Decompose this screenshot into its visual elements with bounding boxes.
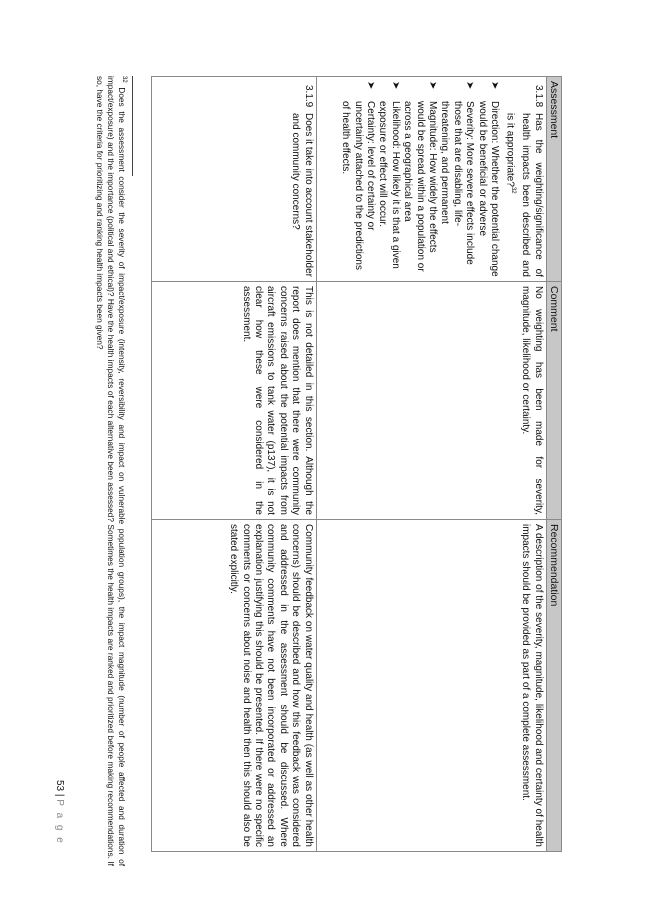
question-number: 3.1.8 [532, 85, 544, 108]
arrow-bullet-icon: ➤ [427, 81, 439, 90]
list-item: ➤ Severity: More severe effects include those that are disabling, life-threatening, and permanent [439, 81, 476, 265]
page-separator: | [54, 793, 65, 797]
list-item: ➤ Likelihood: How likely it is that a given exposure or effect will occur. [377, 81, 401, 269]
recommendation-cell: A description of the severity, magnitude, likelihood and certainty of health impacts should be provided as part of a complete assessment. [316, 520, 546, 852]
header-comment: Comment [546, 282, 561, 520]
comment-cell: No weighting has been made for severity, magnitude, likelihood or certainty. [316, 282, 546, 520]
header-assessment: Assessment [546, 77, 561, 282]
footnote-ref: 32 [509, 186, 516, 194]
question-text: Does it take into account stakeholder and community concerns? [290, 113, 314, 277]
arrow-bullet-icon: ➤ [464, 81, 476, 90]
list-item: ➤ Magnitude: How widely the effects would be spread within a population or across a geographical area [402, 81, 439, 272]
arrow-bullet-icon: ➤ [364, 81, 376, 90]
footnote-divider [132, 76, 133, 176]
assessment-cell [151, 77, 316, 282]
question-number: 3.1.9 [302, 85, 314, 108]
recommendation-cell: Community feedback on water quality and health (as well as other health concerns) should be described and how this feedback was considered and addressed in the assessment should be discussed. Where community comments have not been incorporated or addressed an explanation justifying this should be presented. If there were no specific comments or concerns about noise and health then this should also be stated explicitly. [151, 520, 316, 852]
assessment-table [151, 76, 562, 852]
page-label: P a g e [54, 799, 65, 845]
list-item: ➤ Direction: Whether the potential change would be beneficial or adverse [476, 81, 501, 277]
assessment-cell [316, 77, 546, 282]
comment-cell: This is not detailed in this section. Although the report does mention that there were community concerns raised about the potential impacts from aircraft emissions to tank water (p137), it is not clear how these were considered in the assessment. [151, 282, 316, 520]
list-item: ➤ Certainty: level of certainty or uncertainty attached to the predictions of health effects. [340, 81, 376, 270]
question-text: Has the weighting/significance of health impacts been described and is it appropriate?$^{32}$ [504, 113, 544, 277]
header-recommendation: Recommendation [546, 520, 561, 852]
criteria-list [339, 81, 500, 277]
arrow-bullet-icon: ➤ [389, 81, 401, 90]
page-number-value: 53 [54, 780, 65, 792]
table-header-row [546, 77, 561, 852]
table-row [316, 77, 546, 852]
question-row [289, 81, 314, 277]
question-row [503, 81, 544, 277]
arrow-bullet-icon: ➤ [489, 81, 501, 90]
table-row [151, 77, 316, 852]
page-number [54, 780, 65, 845]
footnote-mark: 32 [121, 76, 127, 83]
footnote [94, 76, 129, 866]
footnote-text: Does the assessment consider the severity of impact/exposure (intensity, reversibility and impact on vulnerable population groups), the impact magnitude (number of people affected and duration of impact/exposure) and the importance (political and ethical)? Have the health impacts of each alternative been assessed? Sometimes the health impacts are ranked and prioritized before making recommendations. If so, have the criteria for prioritizing and ranking health impacts been given? [95, 76, 128, 866]
